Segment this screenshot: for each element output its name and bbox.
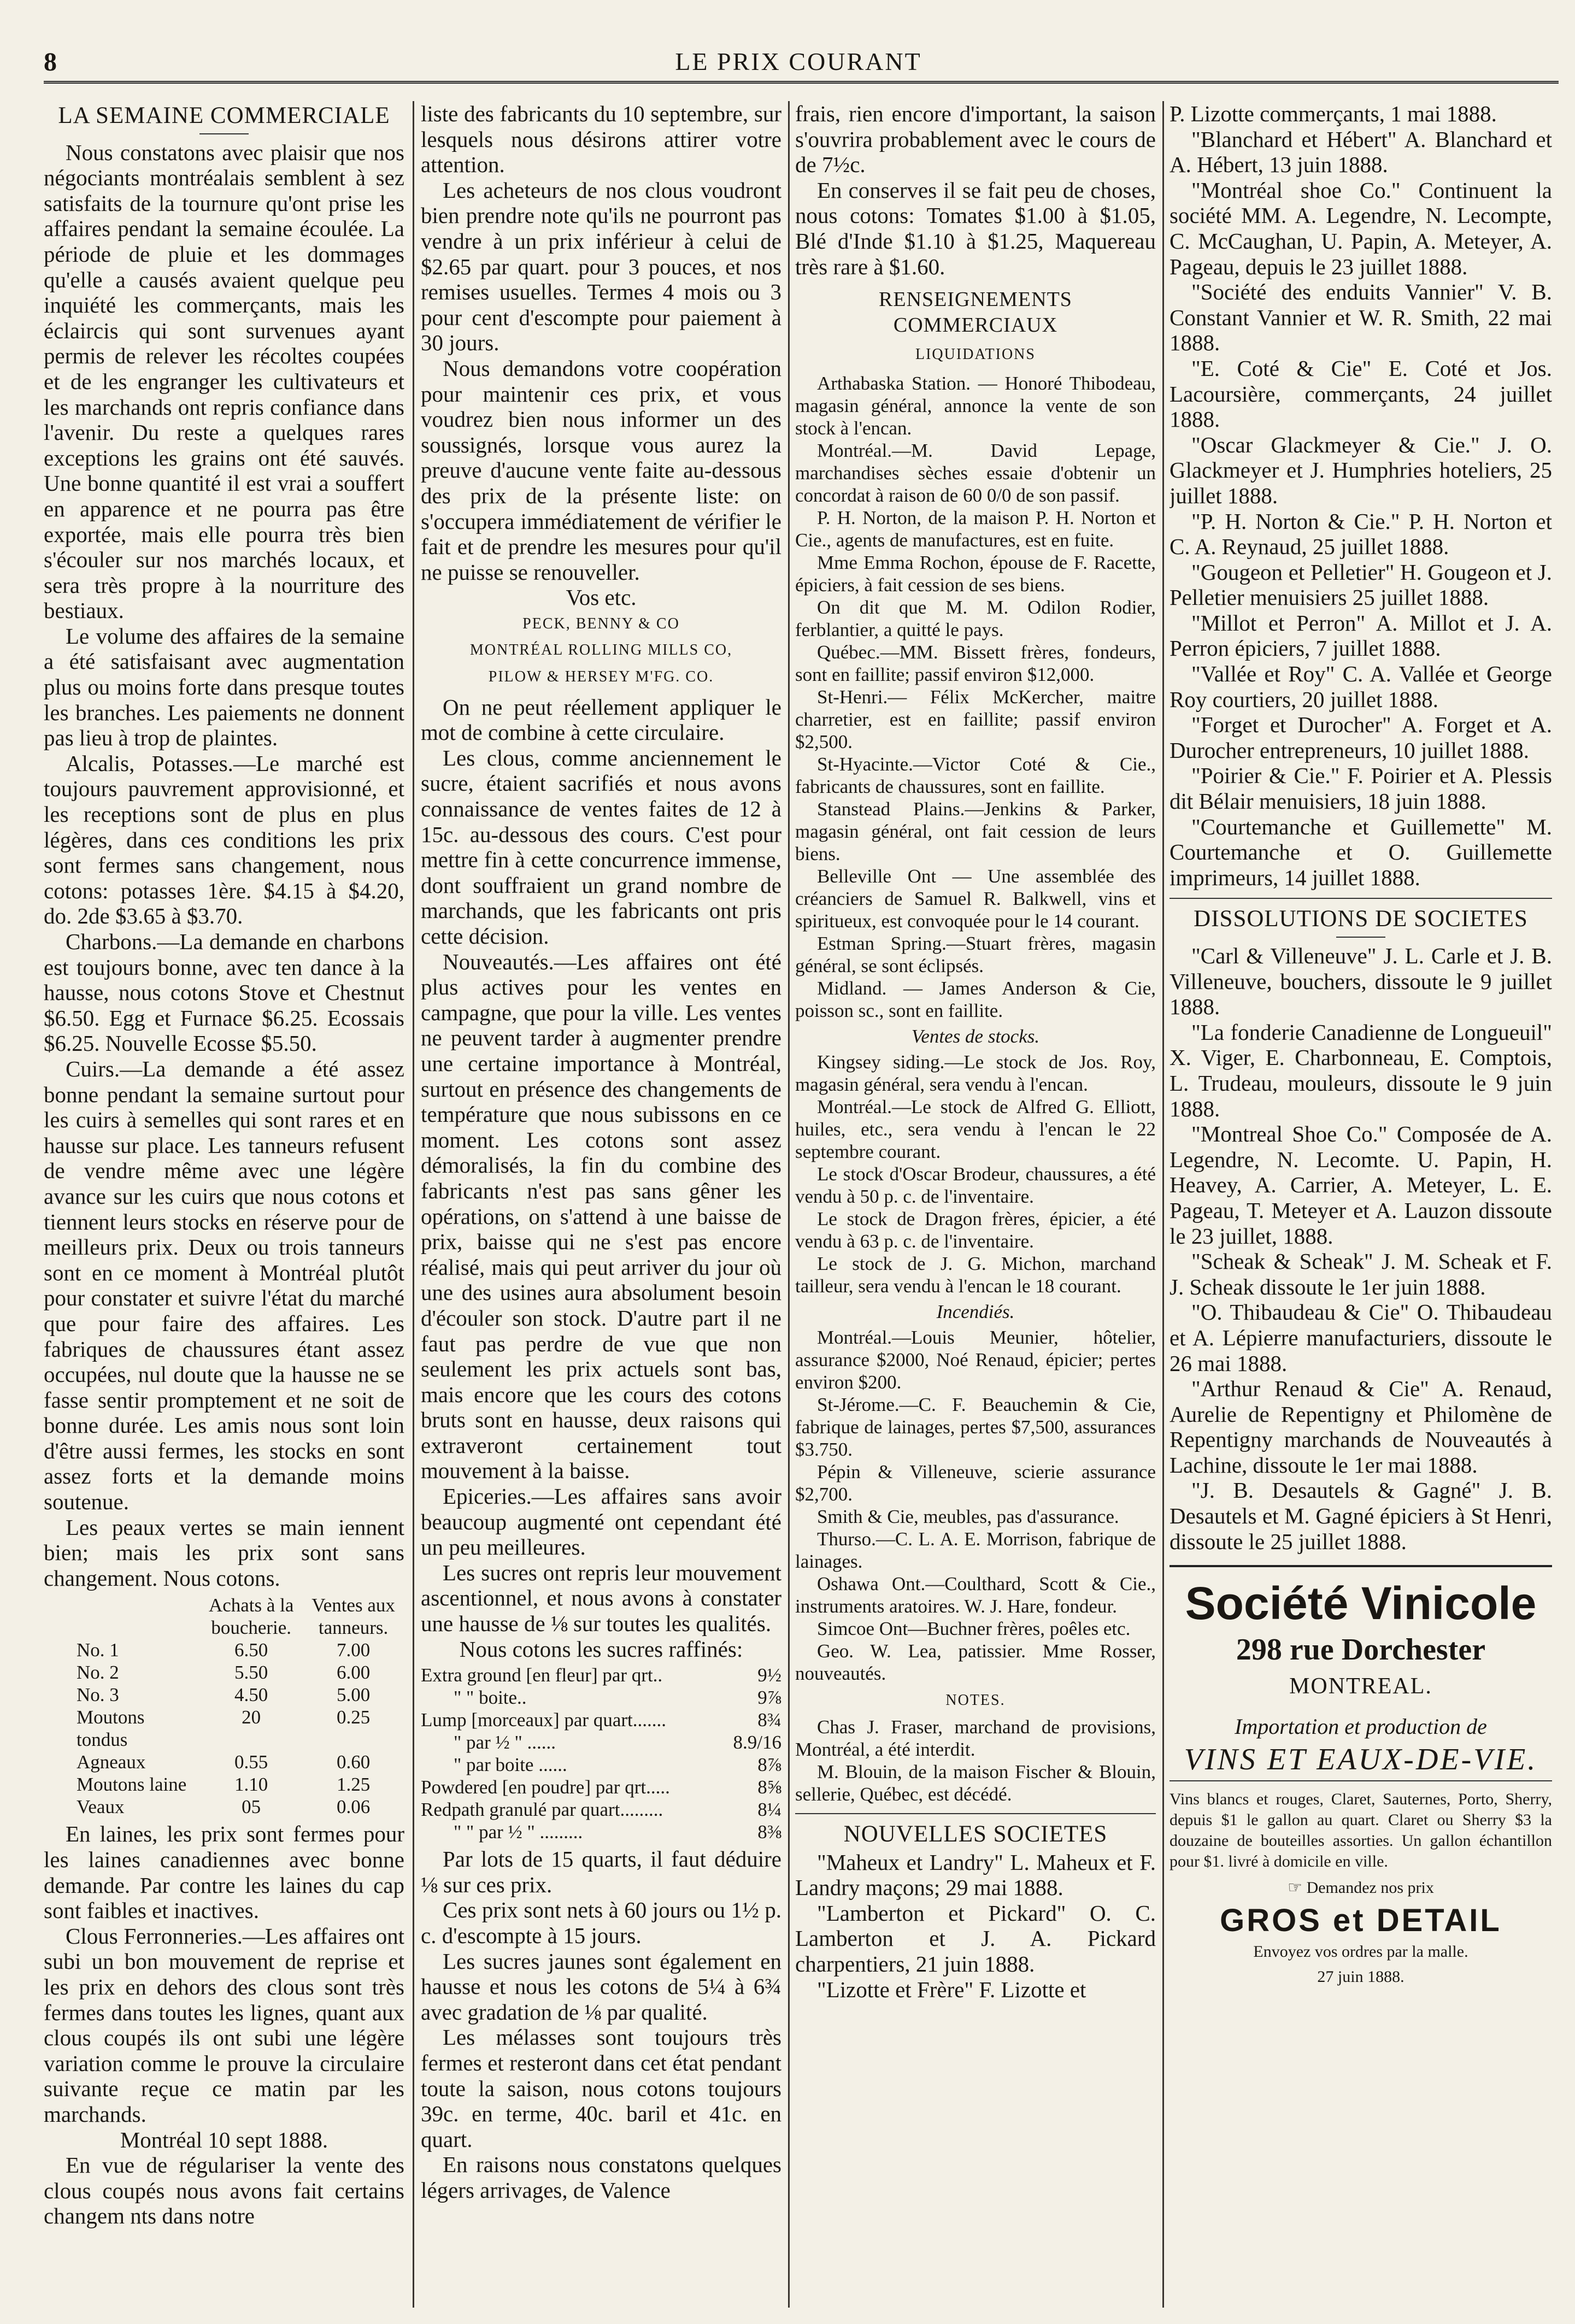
notice: "O. Thibaudeau & Cie" O. Thibaudeau et A. Lépierre manufacturiers, dissoute le 26 mai 1888.	[1170, 1299, 1552, 1376]
table-header: Ventes aux tanneurs.	[312, 1595, 395, 1639]
notice: M. Blouin, de la maison Fischer & Blouin, sellerie, Québec, est décédé.	[795, 1761, 1156, 1805]
notice: Oshawa Ont.—Coulthard, Scott & Cie., instruments aratoires. W. J. Hare, fondeur.	[795, 1573, 1156, 1617]
notice: Belleville Ont — Une assemblée des créanciers de Samuel R. Balkwell, vins et spiritueux, est convoquée pour le 14 courant.	[795, 865, 1156, 932]
notice: "P. H. Norton & Cie." P. H. Norton et C. A. Reynaud, 25 juillet 1888.	[1170, 508, 1552, 560]
notice: "Montreal Shoe Co." Composée de A. Legendre, N. Lecomte. U. Papin, H. Heavey, A. Carrier, A. Meteyer, L. E. Pageau, T. Meteyer et A. Lauzon dissoute le 23 juillet, 1888.	[1170, 1121, 1552, 1249]
hides-price-table	[77, 1594, 404, 1818]
section-heading: RENSEIGNEMENTS COMMERCIAUX	[879, 288, 1072, 337]
paragraph: Les clous, comme anciennement le sucre, étaient sacrifiés et nous avons connaissance de ventes faites de 12 à 15c. au-dessous des cours. C'est pour mettre fin à cette concurrence immense, dont souffraient un grand nombre de marchands, que les fabricants ont pris cette décision.	[421, 745, 781, 949]
newspaper-title: LE PRIX COURANT	[675, 48, 922, 75]
price-row: " par boite ...... 8⅞	[454, 1754, 781, 1776]
paragraph: Clous Ferronneries.—Les affaires ont subi un bon mouvement de reprise et les prix en dehors des clous sont très fermes dans toutes les lignes, quant aux clous coupés ils ont subi une légère variation comme le prouve la circulaire suivante reçue ce matin par les marchands.	[44, 1923, 404, 2127]
price-row: " " par ½ " ......... 8⅜	[454, 1821, 781, 1843]
ad-products: VINS ET EAUX-DE-VIE.	[1184, 1743, 1538, 1777]
notice: On dit que M. M. Odilon Rodier, ferblantier, a quitté le pays.	[795, 596, 1156, 640]
heading-rule	[1336, 937, 1385, 938]
ad-city: MONTREAL.	[1289, 1673, 1432, 1699]
notice: P. Lizotte commerçants, 1 mai 1888.	[1170, 101, 1497, 126]
paragraph: En raisons nous constatons quelques légers arrivages, de Valence	[421, 2152, 781, 2203]
table-row: No. 2 5.50 6.00	[77, 1662, 371, 1684]
price-row: " par ½ " ...... 8.9/16	[454, 1732, 781, 1754]
notice: "Maheux et Landry" L. Maheux et F. Landry maçons; 29 mai 1888.	[795, 1849, 1156, 1901]
notice: "J. B. Desautels & Gagné" J. B. Desautels et M. Gagné épiciers à St Henri, dissoute le 25 juillet 1888.	[1170, 1478, 1552, 1554]
section-rule	[1170, 898, 1552, 899]
notice: Arthabaska Station. — Honoré Thibodeau, magasin général, annonce la vente de son stock à l'encan.	[795, 372, 1156, 439]
notice: Québec.—MM. Bissett frères, fondeurs, sont en faillite; passif environ $12,000.	[795, 641, 1156, 685]
paragraph: Nouveautés.—Les affaires ont été plus actives pour les ventes en campagne, que pour la ville. Les ventes ne peuvent tarder à augmenter prendre une certaine importance à Montréal, surtout en présence des changements de température que nous subissons en ce moment. Les cotons sont assez démoralisés, la fin du combine des fabricants n'est pas sans gêner les opérations, on s'attend à une baisse de prix, baisse qui ne s'est pas encore réalisé, mais qui peut arriver du jour où une des usines aura absolument besoin d'écouler son stock. D'autre part il ne faut pas perdre de vue que non seulement les prix actuels sont bas, mais encore que les cours des cotons bruts sont en hausse, deux raisons qui extraveront certainement tout mouvement à la baisse.	[421, 949, 781, 1484]
notice: Midland. — James Anderson & Cie, poisson sc., sont en faillite.	[795, 977, 1156, 1021]
section-rule	[795, 1813, 1156, 1814]
table-header: Achats à la boucherie.	[208, 1595, 294, 1639]
paragraph: Les sucres ont repris leur mouvement ascentionnel, et nous avons à constater une hausse de ⅛ sur toutes les qualités.	[421, 1560, 781, 1637]
notice: St-Jérome.—C. F. Beauchemin & Cie, fabrique de lainages, pertes $7,500, assurances $3.750.	[795, 1393, 1156, 1460]
paragraph: liste des fabricants du 10 septembre, sur lesquels nous désirons attirer votre attention.	[421, 101, 781, 178]
dateline: Montréal 10 sept 1888.	[120, 2127, 328, 2152]
notice: Le stock de Dragon frères, épicier, a été vendu à 63 p. c. de l'inventaire.	[795, 1208, 1156, 1252]
paragraph: Cuirs.—La demande a été assez bonne pendant la semaine surtout pour les cuirs à semelles qui sont rares et en hausse sur place. Les tanneurs refusent de vendre même avec une légère avance sur les cuirs que nous cotons et tiennent leurs stocks en réserve pour de meilleurs prix. Deux ou trois tanneurs sont en ce moment à Montréal plutôt pour constater et suivre l'état du marché que pour faire des affaires. Les fabriques de chaussures étant assez occupées, nul doute que la hausse ne se fasse sentir promptement et ne soit de bonne durée. Les amis nous sont loin d'être aussi fermes, les stocks en sont assez forts et la demande moins soutenue.	[44, 1056, 404, 1515]
column-commerce	[44, 101, 404, 2308]
price-row: Powdered [en poudre] par qrt..... 8⅝	[421, 1776, 781, 1798]
subheading: Incendiés.	[936, 1301, 1015, 1322]
price-row: " " boite.. 9⅞	[454, 1687, 781, 1709]
sugar-price-list	[421, 1664, 781, 1843]
column-divider	[413, 101, 414, 2308]
notice: "Arthur Renaud & Cie" A. Renaud, Aurelie de Repentigny et Philomène de Repentigny marchands de Nouveautés à Lachine, dissoute le 1er mai 1888.	[1170, 1376, 1552, 1478]
section-heading: DISSOLUTIONS DE SOCIETES	[1194, 906, 1528, 932]
notice: Simcoe Ont—Buchner frères, poêles etc.	[817, 1617, 1131, 1639]
paragraph: Alcalis, Potasses.—Le marché est toujours pauvrement approvisionné, et les receptions sont de plus en plus légères, dans ces conditions les prix sont fermes sans changement, nous cotons: potasses 1ère. $4.15 à $4.20, do. 2de $3.65 à $3.70.	[44, 750, 404, 929]
paragraph: Nous constatons avec plaisir que nos négociants montréalais semblent à sez satisfaits de la tournure qu'ont prise les affaires pendant la semaine écoulée. La période de pluie et les dommages qu'elle a causés avaient quelque peu inquiété les commerçants, mais les éclaircis qui sont survenues ayant permis de relever les récoltes coupées et de les engranger les cultivateurs et les marchands ont repris confiance dans l'avenir. Du reste a quelques rares exceptions les grains ont été sauvés. Une bonne quantité il est vrai a souffert en apparence et ne pourra pas être exportée, mais elle pourra très bien s'écouler sur nos marchés locaux, et sera très propre à la nourriture des bestiaux.	[44, 139, 404, 623]
ad-cta	[1170, 1878, 1552, 1898]
page-number: 8	[44, 48, 57, 77]
section-heading: NOUVELLES SOCIETES	[843, 1821, 1108, 1847]
signatory: PILOW & HERSEY M'FG. CO.	[488, 668, 714, 686]
signatory: PECK, BENNY & CO	[522, 615, 680, 632]
page-header	[44, 43, 1553, 81]
notice: Le stock de J. G. Michon, marchand tailleur, sera vendu à l'encan le 18 courant.	[795, 1252, 1156, 1297]
notice: Chas J. Fraser, marchand de provisions, Montréal, a été interdit.	[795, 1716, 1156, 1760]
ad-fine-print: Vins blancs et rouges, Claret, Sauternes, Porto, Sherry, depuis $1 le gallon au quart. Claret ou Sherry $3 la douzaine de bouteilles assorties. Un gallon échantillon pour $1. livré à domicile en ville.	[1170, 1790, 1552, 1871]
notice: Pépin & Villeneuve, scierie assurance $2,700.	[795, 1461, 1156, 1505]
paragraph: Nous cotons les sucres raffinés:	[459, 1636, 743, 1662]
notice: "Montréal shoe Co." Continuent la société MM. A. Legendre, N. Lecompte, C. McCaughan, U. Papin, A. Meteyer, A. Pageau, depuis le 23 juillet 1888.	[1170, 177, 1552, 279]
notice: "Forget et Durocher" A. Forget et A. Durocher entrepreneurs, 10 juillet 1888.	[1170, 712, 1552, 763]
table-row: Moutons laine 1.10 1.25	[77, 1774, 371, 1796]
paragraph: frais, rien encore d'important, la saison s'ouvrira probablement avec le cours de de 7½c.	[795, 101, 1156, 178]
paragraph: On ne peut réellement appliquer le mot de combine à cette circulaire.	[421, 694, 781, 745]
ad-rule	[1170, 1780, 1552, 1781]
advertisement-societe-vinicole	[1170, 1565, 1552, 1990]
notice: Montréal.—Louis Meunier, hôtelier, assurance $2000, Noé Renaud, épicier; pertes environ $200.	[795, 1326, 1156, 1393]
subheading: LIQUIDATIONS	[915, 346, 1036, 363]
notice: "Carl & Villeneuve" J. L. Carle et J. B. Villeneuve, bouchers, dissoute le 9 juillet 1888.	[1170, 943, 1552, 1020]
price-row: Lump [morceaux] par quart....... 8¾	[421, 1709, 781, 1731]
notice: Montréal.—M. David Lepage, marchandises sèches essaie d'obtenir un concordat à raison de 60 0/0 de son passif.	[795, 439, 1156, 506]
table-row: Veaux 05 0.06	[77, 1796, 371, 1818]
column-divider	[1162, 101, 1164, 2308]
notice: "Vallée et Roy" C. A. Vallée et George Roy courtiers, 20 juillet 1888.	[1170, 661, 1552, 712]
paragraph: En vue de régulariser la vente des clous coupés nous avons fait certains changem nts dans notre	[44, 2152, 404, 2229]
notice: "Société des enduits Vannier" V. B. Constant Vannier et W. R. Smith, 22 mai 1888.	[1170, 279, 1552, 356]
paragraph: Les peaux vertes se main iennent bien; mais les prix sont sans changement. Nous cotons.	[44, 1514, 404, 1591]
table-row: No. 1 6.50 7.00	[77, 1639, 371, 1661]
paragraph: Les mélasses sont toujours très fermes et resteront dans cet état pendant toute la saison, nous cotons toujours 39c. en terme, 40c. baril et 41c. en quart.	[421, 2025, 781, 2152]
notice: Geo. W. Lea, patissier. Mme Rosser, nouveautés.	[795, 1640, 1156, 1684]
notice: Smith & Cie, meubles, pas d'assurance.	[817, 1505, 1119, 1527]
ad-gros-detail: GROS et DETAIL	[1220, 1903, 1502, 1939]
notice: "E. Coté & Cie" E. Coté et Jos. Lacoursière, commerçants, 24 juillet 1888.	[1170, 355, 1552, 432]
signoff: Vos etc.	[566, 585, 637, 610]
notice: Stanstead Plains.—Jenkins & Parker, magasin général, ont fait cession de leurs biens.	[795, 798, 1156, 864]
subheading: NOTES.	[945, 1691, 1006, 1709]
signatory: MONTRÉAL ROLLING MILLS CO,	[469, 642, 733, 659]
notice: "Courtemanche et Guillemette" M. Courtemanche et O. Guillemette imprimeurs, 14 juillet 1888.	[1170, 814, 1552, 890]
column-circular	[421, 101, 781, 2308]
ad-company-name: Société Vinicole	[1185, 1578, 1537, 1629]
table-row: No. 3 4.50 5.00	[77, 1684, 371, 1706]
price-row: Extra ground [en fleur] par qrt.. 9½	[421, 1664, 781, 1686]
notice: "Poirier & Cie." F. Poirier et A. Plessis dit Bélair menuisiers, 18 juin 1888.	[1170, 763, 1552, 814]
notice: "Oscar Glackmeyer & Cie." J. O. Glackmeyer et J. Humphries hoteliers, 25 juillet 1888.	[1170, 432, 1552, 508]
column-divider	[788, 101, 790, 2308]
notice: Estman Spring.—Stuart frères, magasin général, se sont éclipsés.	[795, 932, 1156, 976]
table-row: Moutons tondus 20 0.25	[77, 1707, 371, 1751]
paragraph: Nous demandons votre coopération pour maintenir ces prix, et vous voudrez bien nous informer un des soussignés, lorsque vous aurez la preuve d'aucune vente faite au-dessous des prix de la présente liste: on s'occupera immédiatement de vérifier le fait et de prendre les mesures pour qu'il ne puisse se renouveller.	[421, 355, 781, 585]
pointing-hand-icon: ☞	[1288, 1879, 1303, 1897]
notice: Mme Emma Rochon, épouse de F. Racette, épiciers, à fait cession de ses biens.	[795, 551, 1156, 596]
paragraph: Les acheteurs de nos clous voudront bien prendre note qu'ils ne pourront pas vendre à un prix inférieur à celui de $2.65 par quart. pour 3 pouces, et nos remises usuelles. Termes 4 mois ou 3 pour cent d'escompte pour paiement à 30 jours.	[421, 177, 781, 356]
header-rule	[44, 81, 1559, 84]
notice: Thurso.—C. L. A. E. Morrison, fabrique de lainages.	[795, 1528, 1156, 1572]
ad-address: 298 rue Dorchester	[1236, 1633, 1486, 1667]
notice: "Lizotte et Frère" F. Lizotte et	[817, 1976, 1086, 2002]
notice: P. H. Norton, de la maison P. H. Norton et Cie., agents de manufactures, est en fuite.	[795, 507, 1156, 551]
ad-cta-text: Demandez nos prix	[1306, 1879, 1434, 1897]
notice: "Millot et Perron" A. Millot et J. A. Perron épiciers, 7 juillet 1888.	[1170, 610, 1552, 661]
paragraph: Ces prix sont nets à 60 jours ou 1½ p. c. d'escompte à 15 jours.	[421, 1897, 781, 1948]
paragraph: Par lots de 15 quarts, il faut déduire ⅛ sur ces prix.	[421, 1846, 781, 1897]
paragraph: Epiceries.—Les affaires sans avoir beaucoup augmenté ont cependant été un peu meilleures.	[421, 1484, 781, 1560]
notice: Kingsey siding.—Le stock de Jos. Roy, magasin général, sera vendu à l'encan.	[795, 1051, 1156, 1095]
notice: "Gougeon et Pelletier" H. Gougeon et J. Pelletier menuisiers 25 juillet 1888.	[1170, 559, 1552, 610]
column-renseignements	[795, 101, 1156, 2308]
heading-rule	[199, 133, 249, 134]
notice: "La fonderie Canadienne de Longueuil" X. Viger, E. Charbonneau, E. Comptois, L. Trudeau, mouleurs, dissoute le 9 juin 1888.	[1170, 1019, 1552, 1121]
paragraph: Le volume des affaires de la semaine a été satisfaisant avec augmentation plus ou moins forte dans presque toutes les branches. Les paiements ne donnent pas lieu à trop de plaintes.	[44, 623, 404, 751]
section-heading: LA SEMAINE COMMERCIALE	[58, 103, 390, 128]
notice: "Lamberton et Pickard" O. C. Lamberton et J. A. Pickard charpentiers, 21 juin 1888.	[795, 1900, 1156, 1976]
notice: Montréal.—Le stock de Alfred G. Elliott, huiles, etc., sera vendu à l'encan le 22 septembre courant.	[795, 1096, 1156, 1162]
paragraph: En conserves il se fait peu de choses, nous cotons: Tomates $1.00 à $1.05, Blé d'Inde $1.10 à $1.25, Maquereau très rare à $1.60.	[795, 177, 1156, 279]
table-row: Agneaux 0.55 0.60	[77, 1751, 371, 1773]
notice: "Scheak & Scheak" J. M. Scheak et F. J. Scheak dissoute le 1er juin 1888.	[1170, 1249, 1552, 1299]
notice: St-Henri.— Félix McKercher, maitre charretier, est en faillite; passif environ $2,500.	[795, 686, 1156, 752]
paragraph: Charbons.—La demande en charbons est toujours bonne, avec ten dance à la hausse, nous cotons Stove et Chestnut $6.50. Egg et Furnace $6.25. Ecossais $6.25. Nouvelle Ecosse $5.50.	[44, 929, 404, 1056]
ad-tagline: Importation et production de	[1235, 1714, 1487, 1739]
paragraph: Les sucres jaunes sont également en hausse et nous les cotons de 5¼ à 6¾ avec gradation de ⅛ par qualité.	[421, 1948, 781, 2025]
notice: "Blanchard et Hébert" A. Blanchard et A. Hébert, 13 juin 1888.	[1170, 126, 1552, 178]
column-societes	[1170, 101, 1552, 2308]
ad-mail-note: Envoyez vos ordres par la malle.	[1253, 1942, 1468, 1961]
notice: St-Hyacinte.—Victor Coté & Cie., fabricants de chaussures, sont en faillite.	[795, 753, 1156, 797]
subheading: Ventes de stocks.	[911, 1025, 1040, 1047]
notice: Le stock d'Oscar Brodeur, chaussures, a été vendu à 50 p. c. de l'inventaire.	[795, 1163, 1156, 1207]
ad-date: 27 juin 1888.	[1317, 1968, 1404, 1986]
paragraph: En laines, les prix sont fermes pour les laines canadiennes avec bonne demande. Par contre les laines du cap sont faibles et inactives.	[44, 1821, 404, 1923]
price-row: Redpath granulé par quart......... 8¼	[421, 1799, 781, 1821]
